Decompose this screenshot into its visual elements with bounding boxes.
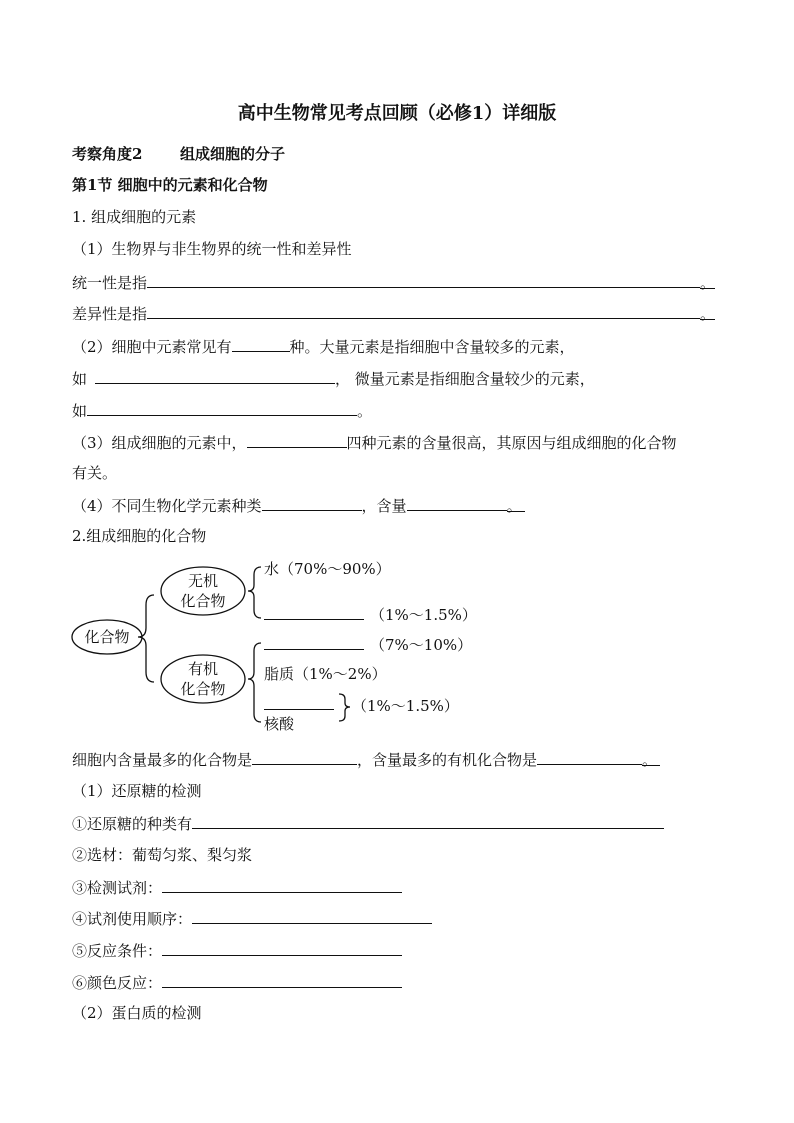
p4-intro: （4）不同生物化学元素种类 <box>72 497 262 515</box>
color-label: ⑥颜色反应： <box>72 974 163 992</box>
inorganic-l2: 化合物 <box>180 592 226 610</box>
protein-blank[interactable] <box>264 634 364 650</box>
q2-heading: 2.组成细胞的化合物 <box>72 527 207 545</box>
sugar-nucleic-pct: （1%～1.5%） <box>352 697 459 715</box>
reagent-label: ③检测试剂： <box>72 879 163 897</box>
organic-l2: 化合物 <box>180 680 226 698</box>
salt-blank[interactable] <box>264 604 364 620</box>
water-label: 水（70%～90%） <box>264 560 391 578</box>
sugar-blank[interactable] <box>264 694 334 710</box>
most-compound-blank[interactable] <box>252 749 357 765</box>
sugar-types-blank[interactable] <box>192 813 664 829</box>
p4-mid: ，含量 <box>361 497 407 515</box>
reagent-line <box>72 877 402 898</box>
section-label: 考察角度2 <box>72 145 143 163</box>
p2-ru2: 如 <box>72 402 88 420</box>
root-label: 化合物 <box>84 628 130 646</box>
reagent-blank[interactable] <box>162 877 402 893</box>
most-b: ，含量最多的有机化合物是 <box>357 751 538 769</box>
most-end: 。 <box>642 750 660 766</box>
p2-rest: 种。大量元素是指细胞中含量较多的元素， <box>289 338 575 356</box>
p2-micro: ， 微量元素是指细胞含量较少的元素， <box>335 370 595 388</box>
sugar-row <box>264 694 334 715</box>
color-blank[interactable] <box>162 972 402 988</box>
most-compound-line <box>72 749 660 770</box>
reducing-sugar-heading: （1）还原糖的检测 <box>72 782 202 800</box>
condition-line <box>72 940 402 961</box>
order-line <box>72 908 432 929</box>
chapter-heading: 第1节 细胞中的元素和化合物 <box>72 176 268 194</box>
nucleic-label: 核酸 <box>264 715 295 733</box>
diff-label: 差异性是指 <box>72 305 148 323</box>
q1-heading: 1. 组成细胞的元素 <box>72 208 197 226</box>
p3-rest: 四种元素的含量很高，其原因与组成细胞的化合物 <box>346 434 677 452</box>
order-blank[interactable] <box>192 908 432 924</box>
organic-l1: 有机 <box>187 660 218 678</box>
unity-end: 。 <box>700 274 716 292</box>
inorganic-l1: 无机 <box>187 572 218 590</box>
most-a: 细胞内含量最多的化合物是 <box>72 751 253 769</box>
p3-intro: （3）组成细胞的元素中， <box>72 434 247 452</box>
sugar-types-line <box>72 813 664 834</box>
protein-row <box>264 634 472 655</box>
protein-heading: （2）蛋白质的检测 <box>72 1004 202 1022</box>
p2-end: 。 <box>357 402 373 420</box>
q1-part1: （1）生物界与非生物界的统一性和差异性 <box>72 240 352 258</box>
section-topic: 组成细胞的分子 <box>180 145 286 163</box>
material-line: ②选材：葡萄匀浆、梨匀浆 <box>72 846 253 864</box>
page-title: 高中生物常见考点回顾（必修1）详细版 <box>237 103 557 124</box>
order-label: ④试剂使用顺序： <box>72 910 193 928</box>
unity-label: 统一性是指 <box>72 274 148 292</box>
sugar-types-label: ①还原糖的种类有 <box>72 815 193 833</box>
diff-end: 。 <box>700 305 716 323</box>
organic-brace <box>248 643 261 722</box>
condition-label: ⑤反应条件： <box>72 942 163 960</box>
lipid-label: 脂质（1%～2%） <box>264 665 387 683</box>
p4-end: 。 <box>507 496 525 512</box>
salt-row <box>264 604 477 625</box>
inorganic-brace <box>248 567 261 618</box>
most-organic-blank[interactable] <box>537 749 642 765</box>
color-line <box>72 972 402 993</box>
condition-blank[interactable] <box>162 940 402 956</box>
q1-part3-line2: 有关。 <box>72 464 118 482</box>
sugar-nucleic-brace <box>339 694 350 721</box>
protein-pct: （7%～10%） <box>370 636 473 654</box>
p2-intro: （2）细胞中元素常见有 <box>72 338 232 356</box>
p2-ru: 如 <box>72 370 88 388</box>
salt-pct: （1%～1.5%） <box>370 606 477 624</box>
